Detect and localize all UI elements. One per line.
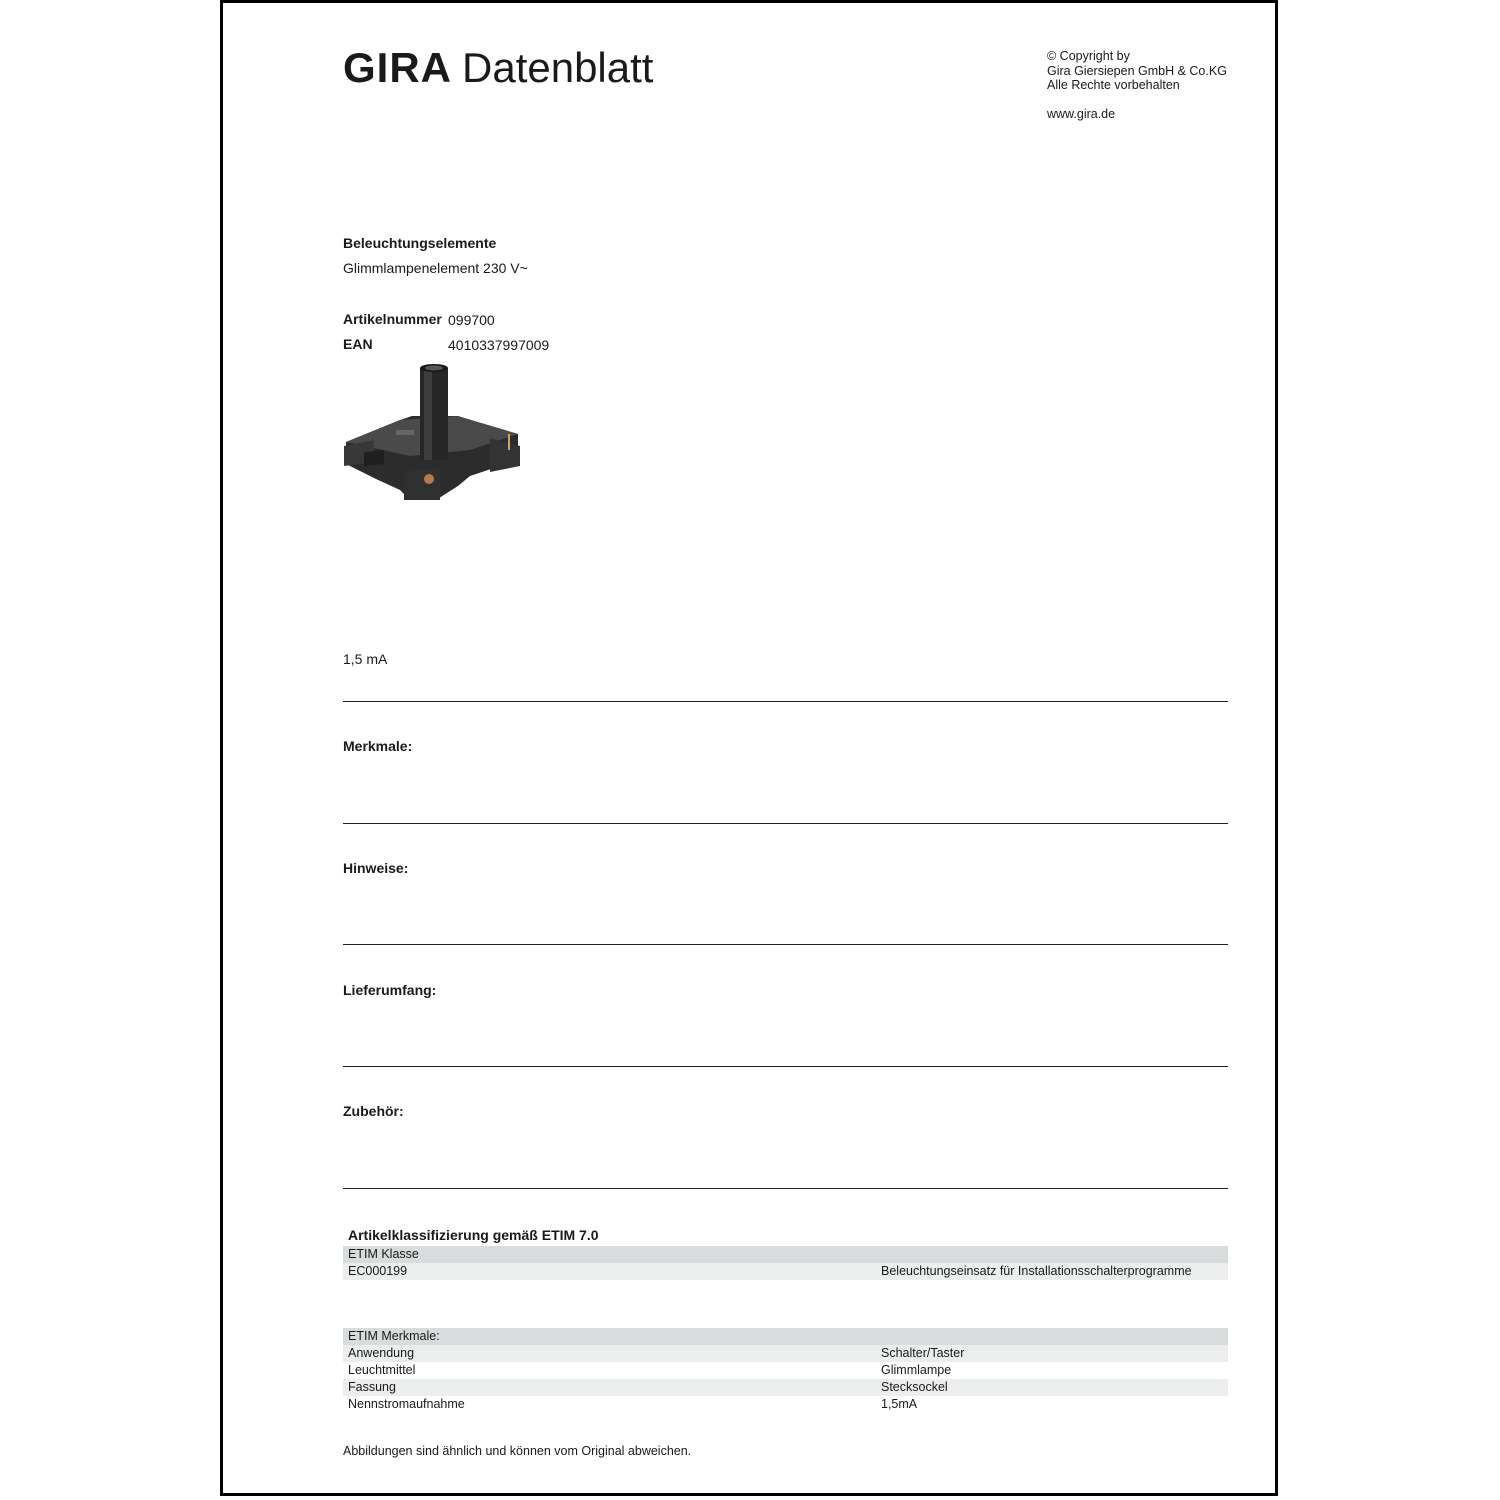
feature-name: Anwendung [348, 1346, 415, 1360]
etim-class-header: ETIM Klasse [348, 1247, 419, 1261]
section-heading-features: Merkmale: [343, 738, 413, 754]
copyright-line: Alle Rechte vorbehalten [1047, 78, 1180, 92]
ean-label: EAN [343, 336, 373, 352]
product-category: Beleuchtungselemente [343, 235, 497, 251]
product-image [340, 360, 525, 505]
document-type: Datenblatt [462, 44, 654, 91]
section-heading-delivery: Lieferumfang: [343, 982, 437, 998]
divider [343, 944, 1228, 945]
article-number-label: Artikelnummer [343, 311, 442, 327]
feature-name: Nennstromaufnahme [348, 1397, 465, 1411]
feature-name: Fassung [348, 1380, 396, 1394]
disclaimer-note: Abbildungen sind ähnlich und können vom Original abweichen. [343, 1444, 692, 1458]
classification-title: Artikelklassifizierung gemäß ETIM 7.0 [348, 1227, 599, 1243]
table-row [343, 1362, 1228, 1379]
etim-features-table [343, 1328, 1228, 1413]
copyright-line: © Copyright by [1047, 49, 1130, 63]
section-heading-accessories: Zubehör: [343, 1103, 404, 1119]
feature-name: Leuchtmittel [348, 1363, 416, 1377]
etim-class-code: EC000199 [348, 1264, 408, 1278]
table-row [343, 1379, 1228, 1396]
table-row [343, 1263, 1228, 1280]
current-rating: 1,5 mA [343, 651, 388, 667]
table-header-row [343, 1246, 1228, 1263]
etim-class-table [343, 1246, 1228, 1280]
divider [343, 1188, 1228, 1189]
ean-value: 4010337997009 [448, 337, 550, 353]
feature-value: Schalter/Taster [881, 1346, 965, 1360]
website-link[interactable]: www.gira.de [1047, 106, 1116, 121]
divider [343, 1066, 1228, 1067]
table-header-row [343, 1328, 1228, 1345]
etim-features-header: ETIM Merkmale: [348, 1329, 440, 1343]
feature-value: Glimmlampe [881, 1363, 952, 1377]
table-row [343, 1345, 1228, 1362]
logo [343, 44, 653, 92]
article-number-value: 099700 [448, 312, 495, 328]
copyright-line: Gira Giersiepen GmbH & Co.KG [1047, 63, 1227, 78]
divider [343, 701, 1228, 702]
product-name: Glimmlampenelement 230 V~ [343, 260, 528, 276]
feature-value: 1,5mA [881, 1397, 918, 1411]
etim-class-name: Beleuchtungseinsatz für Installationsschalterprogramme [881, 1264, 1192, 1278]
section-heading-notes: Hinweise: [343, 860, 409, 876]
feature-value: Stecksockel [881, 1380, 948, 1394]
copyright-block [1047, 49, 1227, 121]
brand-name: GIRA [343, 44, 452, 91]
divider [343, 823, 1228, 824]
table-row [343, 1396, 1228, 1413]
